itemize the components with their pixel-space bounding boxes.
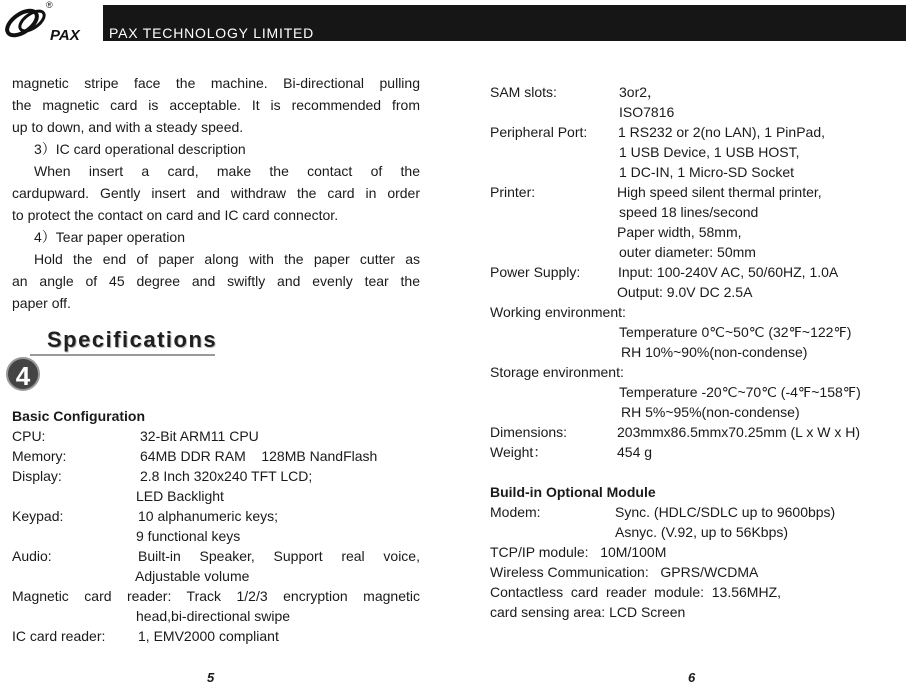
spec-display-cont: LED Backlight <box>136 488 224 504</box>
spec-peripheral-port: Peripheral Port: 1 RS232 or 2(no LAN), 1 PinPad, <box>490 124 826 140</box>
paragraph-line: up to down, and with a steady speed. <box>12 119 244 135</box>
paragraph-line: magnetic stripe face the machine. Bi-directional pulling <box>12 75 420 91</box>
spec-printer-cont: outer diameter: 50mm <box>619 244 756 260</box>
spec-cpu: CPU: 32-Bit ARM11 CPU <box>12 428 259 444</box>
spec-magnetic-reader-cont: head,bi-directional swipe <box>136 608 291 624</box>
spec-power-cont: Output: 9.0V DC 2.5A <box>617 284 753 300</box>
page-number: 5 <box>207 670 215 685</box>
tear-heading: 4）Tear paper operation <box>34 229 185 245</box>
paragraph-line: paper off. <box>12 295 71 311</box>
spec-storage-rh: RH 5%~95%(non-condense) <box>621 404 800 420</box>
spec-working-env: Working environment: <box>490 304 626 320</box>
paragraph-line: to protect the contact on card and IC card connector. <box>12 207 339 223</box>
spec-magnetic-reader: Magnetic card reader: Track 1/2/3 encryption magnetic <box>12 588 420 604</box>
paragraph-line: cardupward. Gently insert and withdraw the card in order <box>12 185 420 201</box>
spec-working-temp: Temperature 0℃~50℃ (32℉~122℉) <box>619 324 852 340</box>
svg-text:PAX: PAX <box>50 27 80 44</box>
section-number-badge: 4 <box>6 357 40 391</box>
spec-display: Display: 2.8 Inch 320x240 TFT LCD; <box>12 468 313 484</box>
page-number: 6 <box>688 670 696 685</box>
spec-tcp: TCP/IP module: 10M/100M <box>490 544 667 560</box>
spec-audio-cont: Adjustable volume <box>135 568 250 584</box>
spec-contactless-cont: card sensing area: LCD Screen <box>490 604 686 620</box>
spec-power: Power Supply: Input: 100-240V AC, 50/60HZ, 1.0A <box>490 264 839 280</box>
spec-port-cont: 1 DC-IN, 1 Micro-SD Socket <box>619 164 795 180</box>
section-underline <box>30 354 215 356</box>
basic-title: Basic Configuration <box>12 408 146 424</box>
company-name: PAX TECHNOLOGY LIMITED <box>109 25 315 41</box>
optional-title: Build-in Optional Module <box>490 484 656 500</box>
spec-printer: Printer: High speed silent thermal printer, <box>490 184 822 200</box>
spacer <box>490 462 900 482</box>
ic-heading: 3）IC card operational description <box>34 141 246 157</box>
spec-memory: Memory: 64MB DDR RAM 128MB NandFlash <box>12 448 378 464</box>
spec-keypad: Keypad: 10 alphanumeric keys; <box>12 508 279 524</box>
registered-mark: ® <box>46 0 53 10</box>
spec-storage-env: Storage environment: <box>490 364 624 380</box>
left-column-text <box>12 72 420 314</box>
spec-wireless: Wireless Communication: GPRS/WCDMA <box>490 564 759 580</box>
spec-weight: Weight： 454 g <box>490 444 653 460</box>
spec-keypad-cont: 9 functional keys <box>136 528 241 544</box>
spec-working-rh: RH 10%~90%(non-condense) <box>621 344 808 360</box>
spec-ic-reader: IC card reader: 1, EMV2000 compliant <box>12 628 279 644</box>
paragraph-line: an angle of 45 degree and swiftly and evenly tear the <box>12 273 420 289</box>
spec-sam: SAM slots: 3or2， <box>490 84 662 100</box>
basic-configuration <box>12 406 422 646</box>
spec-audio: Audio: Built-in Speaker, Support real voice, <box>12 548 420 564</box>
spec-modem-cont: Asnyc. (V.92, up to 56Kbps) <box>615 524 789 540</box>
spec-sam-cont: ISO7816 <box>619 104 675 120</box>
paragraph-line: Hold the end of paper along with the paper cutter as <box>34 251 420 267</box>
spec-port-cont: 1 USB Device, 1 USB HOST, <box>619 144 800 160</box>
spec-printer-cont: Paper width, 58mm, <box>617 224 742 240</box>
section-title: Specifications <box>47 327 218 352</box>
spec-modem: Modem: Sync. (HDLC/SDLC up to 9600bps) <box>490 504 836 520</box>
spec-storage-temp: Temperature -20℃~70℃ (-4℉~158℉) <box>619 384 861 400</box>
paragraph-line: When insert a card, make the contact of the <box>34 163 420 179</box>
spec-dimensions: Dimensions: 203mmx86.5mmx70.25mm (L x W x H) <box>490 424 860 440</box>
paragraph-line: the magnetic card is acceptable. It is recommended from <box>12 97 420 113</box>
spec-contactless: Contactless card reader module: 13.56MHZ, <box>490 584 782 600</box>
spec-printer-cont: speed 18 lines/second <box>619 204 759 220</box>
right-specifications <box>490 82 900 622</box>
